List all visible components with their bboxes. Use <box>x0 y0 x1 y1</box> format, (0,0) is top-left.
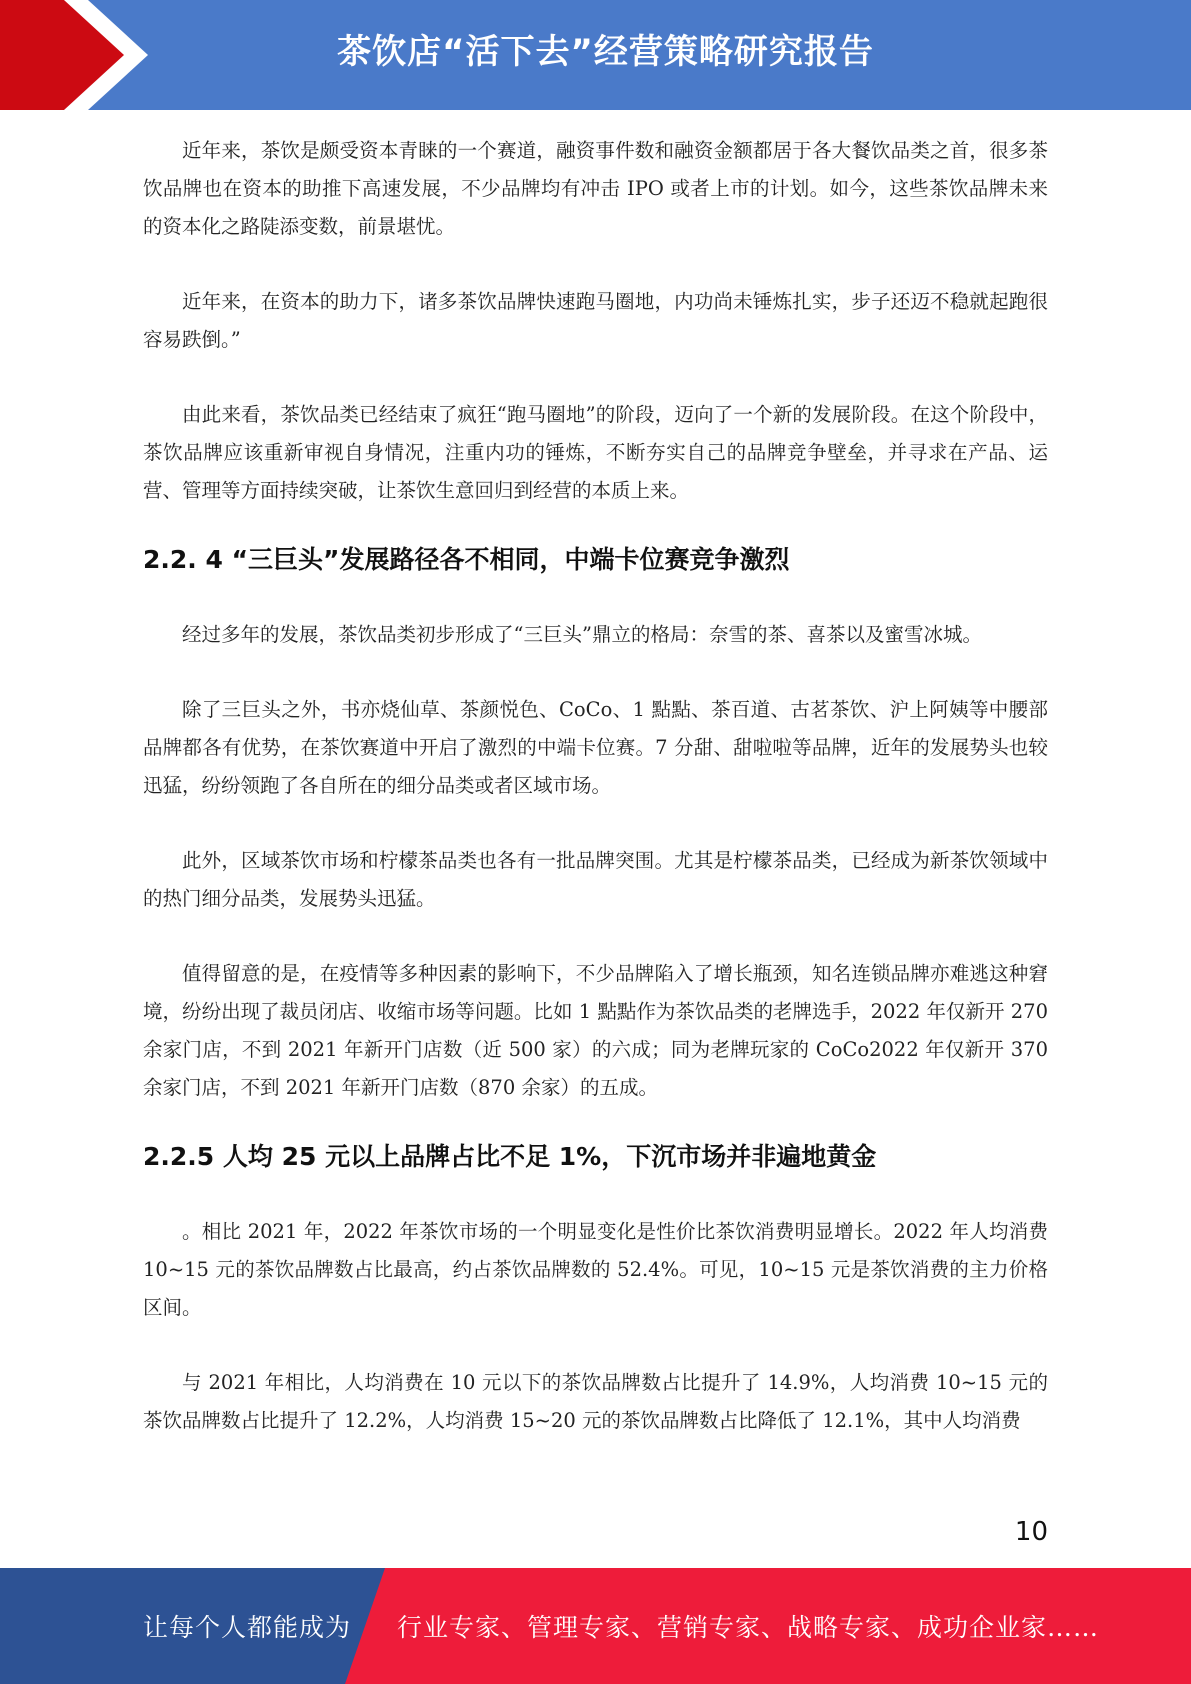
paragraph: 与 2021 年相比，人均消费在 10 元以下的茶饮品牌数占比提升了 14.9%，人均消费 10~15 元的茶饮品牌数占比提升了 12.2%，人均消费 15~20 元的茶饮品牌数占比降低了 12.1%，其中人均消费 <box>143 1371 1048 1432</box>
footer-slogan-left: 让每个人都能成为 <box>143 1613 352 1642</box>
report-title: 茶饮店“活下去”经营策略研究报告 <box>337 32 874 72</box>
section-heading: 2.2.5 人均 25 元以上品牌占比不足 1%，下沉市场并非遍地黄金 <box>143 1142 877 1171</box>
section-heading: 2.2. 4 “三巨头”发展路径各不相同，中端卡位赛竞争激烈 <box>143 545 790 574</box>
page-footer <box>0 1568 1191 1684</box>
paragraph: 由此来看，茶饮品类已经结束了疯狂“跑马圈地”的阶段，迈向了一个新的发展阶段。在这个阶段中，茶饮品牌应该重新审视自身情况，注重内功的锤炼，不断夯实自己的品牌竞争壁垒，并寻求在产品、运营、管理等方面持续突破，让茶饮生意回归到经营的本质上来。 <box>143 403 1048 502</box>
page-number: 10 <box>1014 1517 1048 1547</box>
document-body <box>143 132 1048 1440</box>
paragraph: 除了三巨头之外，书亦烧仙草、茶颜悦色、CoCo、1 點點、茶百道、古茗茶饮、沪上阿姨等中腰部品牌都各有优势，在茶饮赛道中开启了激烈的中端卡位赛。7 分甜、甜啦啦等品牌，近年的发展势头也较迅猛，纷纷领跑了各自所在的细分品类或者区域市场。 <box>143 698 1048 797</box>
paragraph: 。相比 2021 年，2022 年茶饮市场的一个明显变化是性价比茶饮消费明显增长。2022 年人均消费 10~15 元的茶饮品牌数占比最高，约占茶饮品牌数的 52.4%。可见，10~15 元是茶饮消费的主力价格区间。 <box>143 1220 1048 1319</box>
footer-slogan-right: 行业专家、管理专家、营销专家、战略专家、成功企业家…… <box>397 1613 1100 1642</box>
paragraph: 经过多年的发展，茶饮品类初步形成了“三巨头”鼎立的格局：奈雪的茶、喜茶以及蜜雪冰城。 <box>182 623 982 646</box>
paragraph: 近年来，在资本的助力下，诸多茶饮品牌快速跑马圈地，内功尚未锤炼扎实，步子还迈不稳就起跑很容易跌倒。” <box>143 290 1048 351</box>
paragraph: 近年来，茶饮是颇受资本青睐的一个赛道，融资事件数和融资金额都居于各大餐饮品类之首，很多茶饮品牌也在资本的助推下高速发展，不少品牌均有冲击 IPO 或者上市的计划。如今，这些茶饮品牌未来的资本化之路陡添变数，前景堪忧。 <box>143 139 1048 238</box>
page-header <box>0 0 1191 110</box>
paragraph: 此外，区域茶饮市场和柠檬茶品类也各有一批品牌突围。尤其是柠檬茶品类，已经成为新茶饮领域中的热门细分品类，发展势头迅猛。 <box>143 849 1048 910</box>
paragraph: 值得留意的是，在疫情等多种因素的影响下，不少品牌陷入了增长瓶颈，知名连锁品牌亦难逃这种窘境，纷纷出现了裁员闭店、收缩市场等问题。比如 1 點點作为茶饮品类的老牌选手，2022 年仅新开 270 余家门店，不到 2021 年新开门店数（近 500 家）的六成；同为老牌玩家的 CoCo2022 年仅新开 370 余家门店，不到 2021 年新开门店数（870 余家）的五成。 <box>143 962 1048 1099</box>
